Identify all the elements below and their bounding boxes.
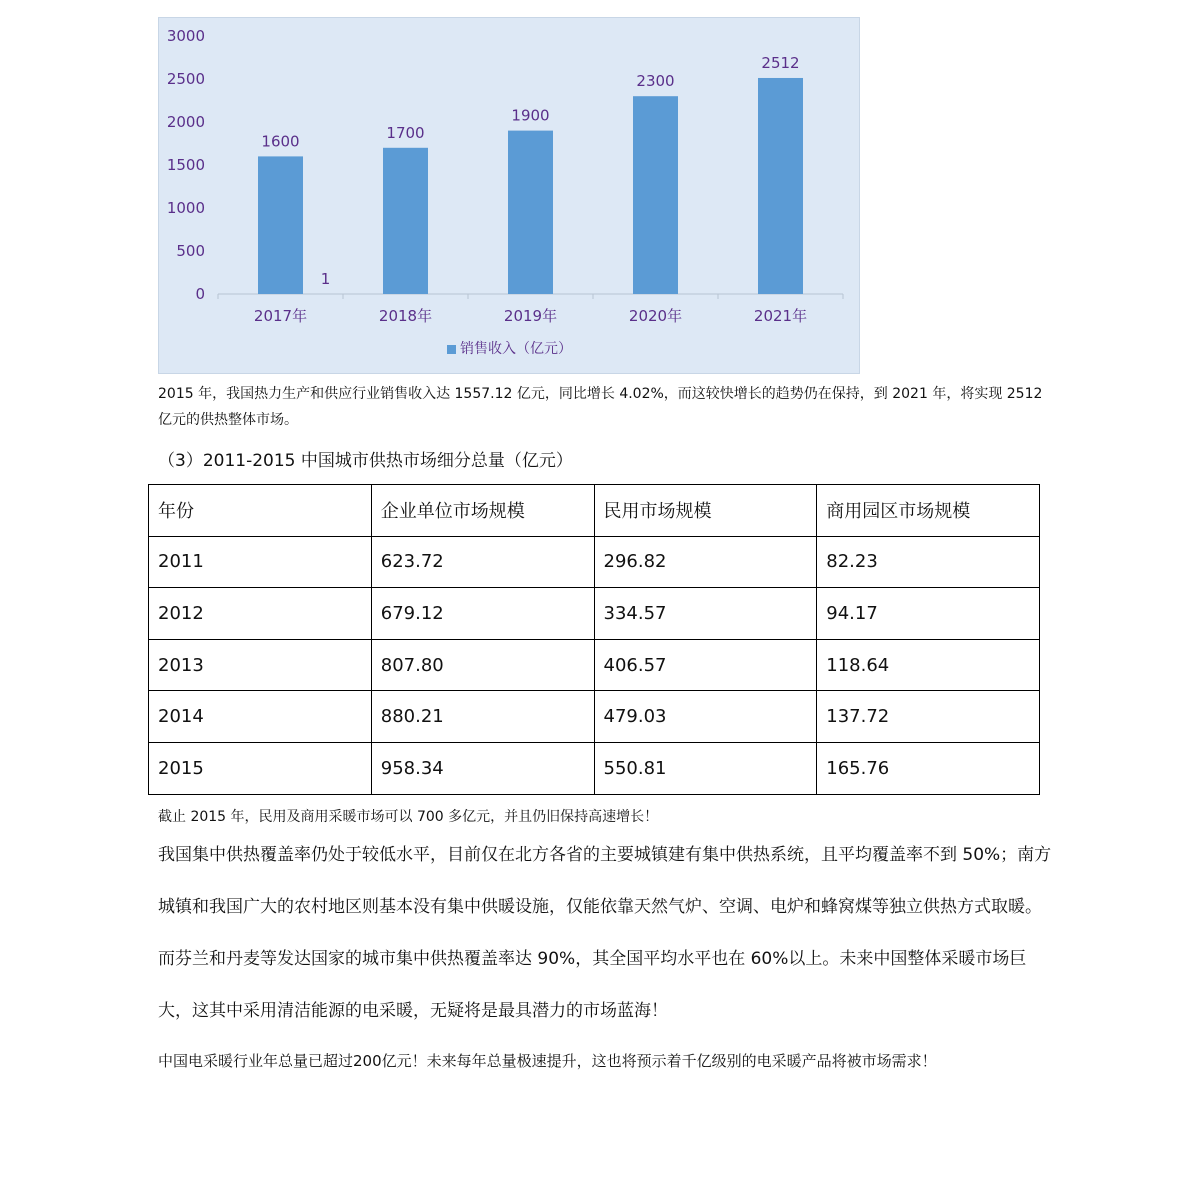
sales-bar-chart xyxy=(158,17,860,374)
x-tick-label: 2018年 xyxy=(378,307,433,325)
legend-label: 销售收入（亿元） xyxy=(460,341,572,357)
header-commercial: 商用园区市场规模 xyxy=(817,485,1040,537)
paragraph-coverage: 我国集中供热覆盖率仍处于较低水平，目前仅在北方各省的主要城镇建有集中供热系统，且平均覆盖率不到 50%；南方城镇和我国广大的农村地区则基本没有集中供暖设施，仅能依靠天然气炉、空调、电炉和蜂窝煤等独立供热方式取暖。而芬兰和丹麦等发达国家的城市集中供热覆盖率达 90%，其全国平均水平也在 60%以上。未来中国整体采暖市场巨大，这其中采用清洁能源的电采暖，无疑将是最具潜力的市场蓝海！ xyxy=(158,845,1052,1021)
cell-enterprise: 679.12 xyxy=(371,588,594,640)
cell-residential: 334.57 xyxy=(594,588,817,640)
bar xyxy=(258,156,303,294)
cell-residential: 296.82 xyxy=(594,536,817,588)
y-tick-label: 3000 xyxy=(166,27,205,45)
market-note: 截止 2015 年，民用及商用采暖市场可以 700 多亿元，并且仍旧保持高速增长！ xyxy=(158,809,659,825)
table-row xyxy=(149,742,1040,794)
cell-enterprise: 807.80 xyxy=(371,639,594,691)
cell-commercial: 137.72 xyxy=(817,691,1040,743)
cell-year: 2015 xyxy=(149,742,372,794)
data-label: 1900 xyxy=(511,106,550,125)
cell-commercial: 165.76 xyxy=(817,742,1040,794)
y-tick-label: 500 xyxy=(176,242,205,260)
chart-svg xyxy=(159,18,861,375)
header-year: 年份 xyxy=(149,485,372,537)
x-tick-label: 2017年 xyxy=(253,307,308,325)
extra-data-label: 1 xyxy=(320,270,331,288)
data-label: 2512 xyxy=(761,53,800,72)
x-tick-label: 2021年 xyxy=(753,307,808,325)
header-residential: 民用市场规模 xyxy=(594,485,817,537)
x-tick-label: 2020年 xyxy=(628,307,683,325)
heating-market-table xyxy=(148,484,1040,795)
y-tick-label: 2000 xyxy=(166,113,205,131)
cell-commercial: 94.17 xyxy=(817,588,1040,640)
data-label: 2300 xyxy=(636,72,675,91)
data-label: 1700 xyxy=(386,123,425,142)
y-tick-label: 2500 xyxy=(166,70,205,88)
y-tick-label: 0 xyxy=(195,285,205,303)
table-header-row xyxy=(149,485,1040,537)
bar xyxy=(508,131,553,294)
table-row xyxy=(149,588,1040,640)
table-row xyxy=(149,639,1040,691)
cell-residential: 550.81 xyxy=(594,742,817,794)
y-tick-label: 1000 xyxy=(166,199,205,217)
table-row xyxy=(149,691,1040,743)
paragraph-outlook: 中国电采暖行业年总量已超过200亿元！未来每年总量极速提升，这也将预示着千亿级别的电采暖产品将被市场需求！ xyxy=(158,1052,937,1070)
table-row xyxy=(149,536,1040,588)
paragraph-sales-summary: 2015 年，我国热力生产和供应行业销售收入达 1557.12 亿元，同比增长 4.02%，而这较快增长的趋势仍在保持，到 2021 年，将实现 2512 亿元的供热整体市场。 xyxy=(158,386,1043,428)
cell-year: 2013 xyxy=(149,639,372,691)
cell-commercial: 118.64 xyxy=(817,639,1040,691)
cell-residential: 479.03 xyxy=(594,691,817,743)
bar xyxy=(633,96,678,294)
bar xyxy=(758,78,803,294)
cell-year: 2012 xyxy=(149,588,372,640)
legend-swatch xyxy=(447,345,456,354)
cell-year: 2014 xyxy=(149,691,372,743)
cell-year: 2011 xyxy=(149,536,372,588)
cell-residential: 406.57 xyxy=(594,639,817,691)
bar xyxy=(383,148,428,294)
cell-enterprise: 958.34 xyxy=(371,742,594,794)
cell-enterprise: 623.72 xyxy=(371,536,594,588)
y-tick-label: 1500 xyxy=(166,156,205,174)
x-tick-label: 2019年 xyxy=(503,307,558,325)
cell-commercial: 82.23 xyxy=(817,536,1040,588)
cell-enterprise: 880.21 xyxy=(371,691,594,743)
data-label: 1600 xyxy=(261,132,300,151)
table-title: （3）2011-2015 中国城市供热市场细分总量（亿元） xyxy=(158,451,573,471)
header-enterprise: 企业单位市场规模 xyxy=(371,485,594,537)
